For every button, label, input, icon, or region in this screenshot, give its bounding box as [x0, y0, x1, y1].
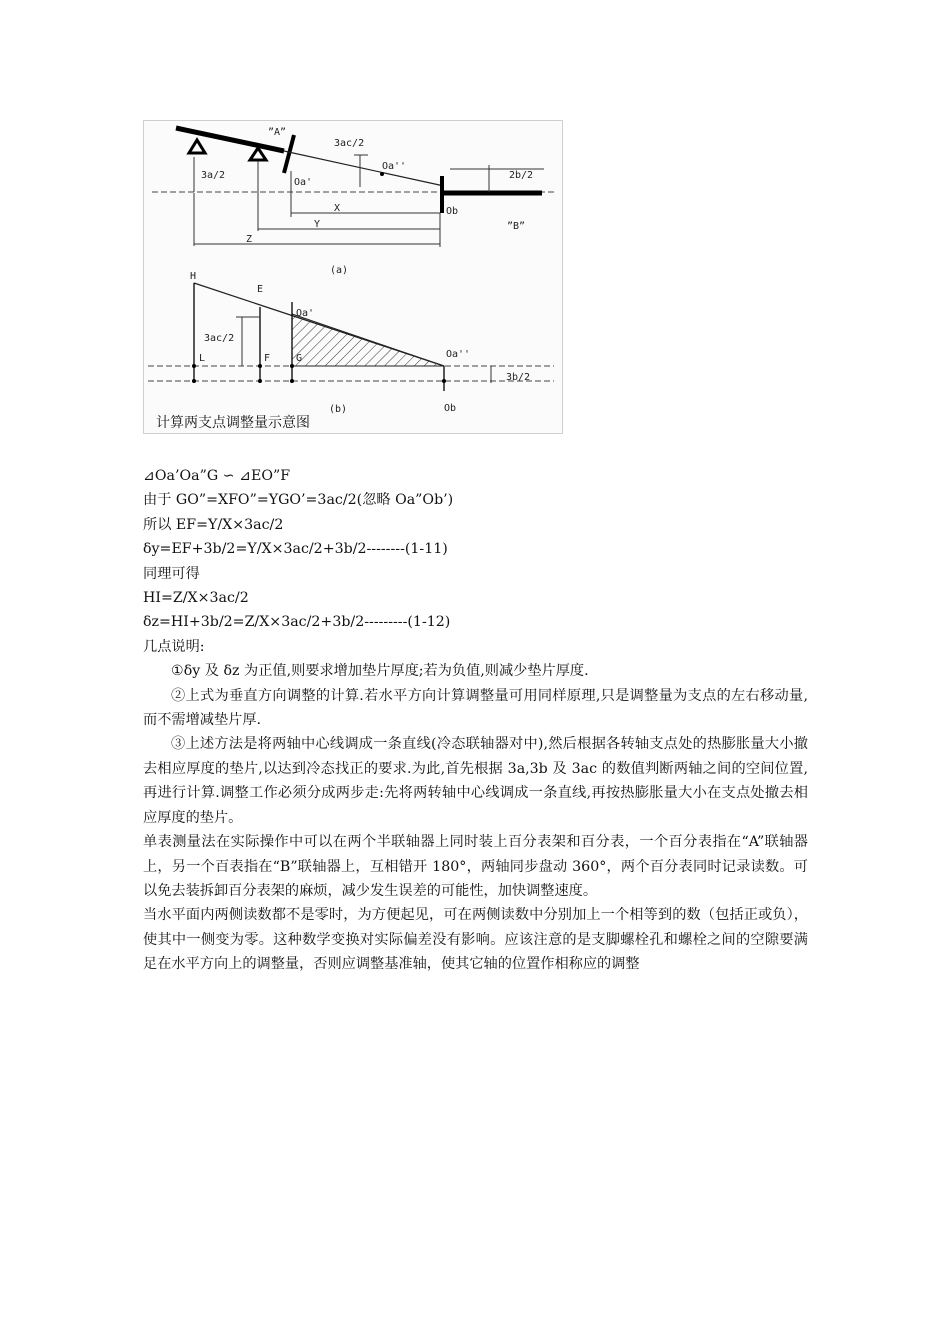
text-line-4: δy=EF+3b/2=Y/X×3ac/2+3b/2--------(1-11)	[143, 541, 448, 558]
point-oa-dd	[380, 172, 384, 176]
text-line-5: 同理可得	[143, 565, 200, 582]
text-line-1: ⊿Oa’Oa”G ∽ ⊿EO”F	[143, 468, 291, 484]
label-ob-a: Ob	[446, 206, 459, 217]
note-2: ②上式为垂直方向调整的计算.若水平方向计算调整量可用同样原理,只是调整量为支点的左右移动量,而不需增减垫片厚.	[143, 687, 808, 729]
label-oa-dd-b: Oa''	[446, 349, 471, 360]
paragraph-1: 单表测量法在实际操作中可以在两个半联轴器上同时装上百分表架和百分表，一个百分表指在“A”联轴器上，另一个百表指在“B”联轴器上，互相错开 180°，两轴同步盘动 360°，两个百分表同时记录读数。可以免去装拆卸百分表架的麻烦，减少发生误差的可能性，加快调整速度。	[143, 834, 808, 899]
note-1: ①δy 及 δz 为正值,则要求增加垫片厚度;若为负值,则减少垫片厚度.	[171, 663, 589, 680]
label-e: E	[257, 284, 264, 295]
label-y: Y	[314, 219, 321, 230]
label-oa-p-b: Oa'	[296, 308, 315, 319]
label-a-coupling: ”A”	[268, 127, 287, 138]
label-part-a: (a)	[330, 265, 349, 276]
label-g: G	[296, 353, 303, 364]
label-ob-b: Ob	[444, 403, 457, 414]
label-b-coupling: ”B”	[507, 221, 526, 232]
label-3b2: 3b/2	[506, 372, 531, 383]
label-l: L	[199, 353, 206, 364]
label-3a2: 3a/2	[201, 170, 226, 181]
support-triangle-2	[250, 148, 266, 160]
text-line-6: HI=Z/X×3ac/2	[143, 590, 249, 607]
label-f: F	[264, 353, 271, 364]
diagram-part-a	[152, 127, 554, 276]
label-x: X	[334, 203, 341, 214]
text-line-7: δz=HI+3b/2=Z/X×3ac/2+3b/2---------(1-12)	[143, 614, 451, 631]
alignment-diagram	[143, 120, 563, 434]
diagram-part-b	[148, 271, 554, 431]
paragraph-2: 当水平面内两侧读数都不是零时，为方便起见，可在两侧读数中分别加上一个相等到的数（包括正或负），使其中一侧变为零。这种数学变换对实际偏差没有影响。应该注意的是支脚螺栓孔和螺栓之间的空隙要满足在水平方向上的调整量，否则应调整基准轴，使其它轴的位置作相称应的调整	[143, 907, 808, 973]
label-z: Z	[246, 234, 253, 245]
support-triangle-1	[189, 140, 205, 153]
text-line-2: 由于 GO”=XFO”=YGO’=3ac/2(忽略 Oa”Ob’)	[143, 492, 454, 509]
document-body	[143, 464, 808, 977]
label-3ac2-a: 3ac/2	[334, 138, 365, 149]
coupling-a	[284, 135, 294, 173]
label-part-b: (b)	[329, 404, 348, 415]
label-2b2: 2b/2	[509, 170, 534, 181]
note-3: ③上述方法是将两轴中心线调成一条直线(冷态联轴器对中),然后根据各转轴支点处的热膨胀量大小撤去相应厚度的垫片,以达到冷态找正的要求.为此,首先根据 3a,3b 及 3ac 的数值判断两轴之间的空间位置,再进行计算.调整工作必须分成两步走:先将两转轴中心线调成一条直线,再按热膨胀量大小在支点处撤去相应厚度的垫片。	[143, 736, 808, 826]
label-3ac2-b: 3ac/2	[204, 333, 235, 344]
label-oa-dd-a: Oa''	[382, 161, 407, 172]
diagram-svg	[144, 121, 562, 433]
label-h: H	[190, 271, 197, 282]
text-line-8: 几点说明:	[143, 638, 205, 655]
figure-caption: 计算两支点调整量示意图	[156, 415, 310, 431]
label-oa-p-a: Oa'	[294, 177, 313, 188]
text-line-3: 所以 EF=Y/X×3ac/2	[143, 516, 284, 533]
